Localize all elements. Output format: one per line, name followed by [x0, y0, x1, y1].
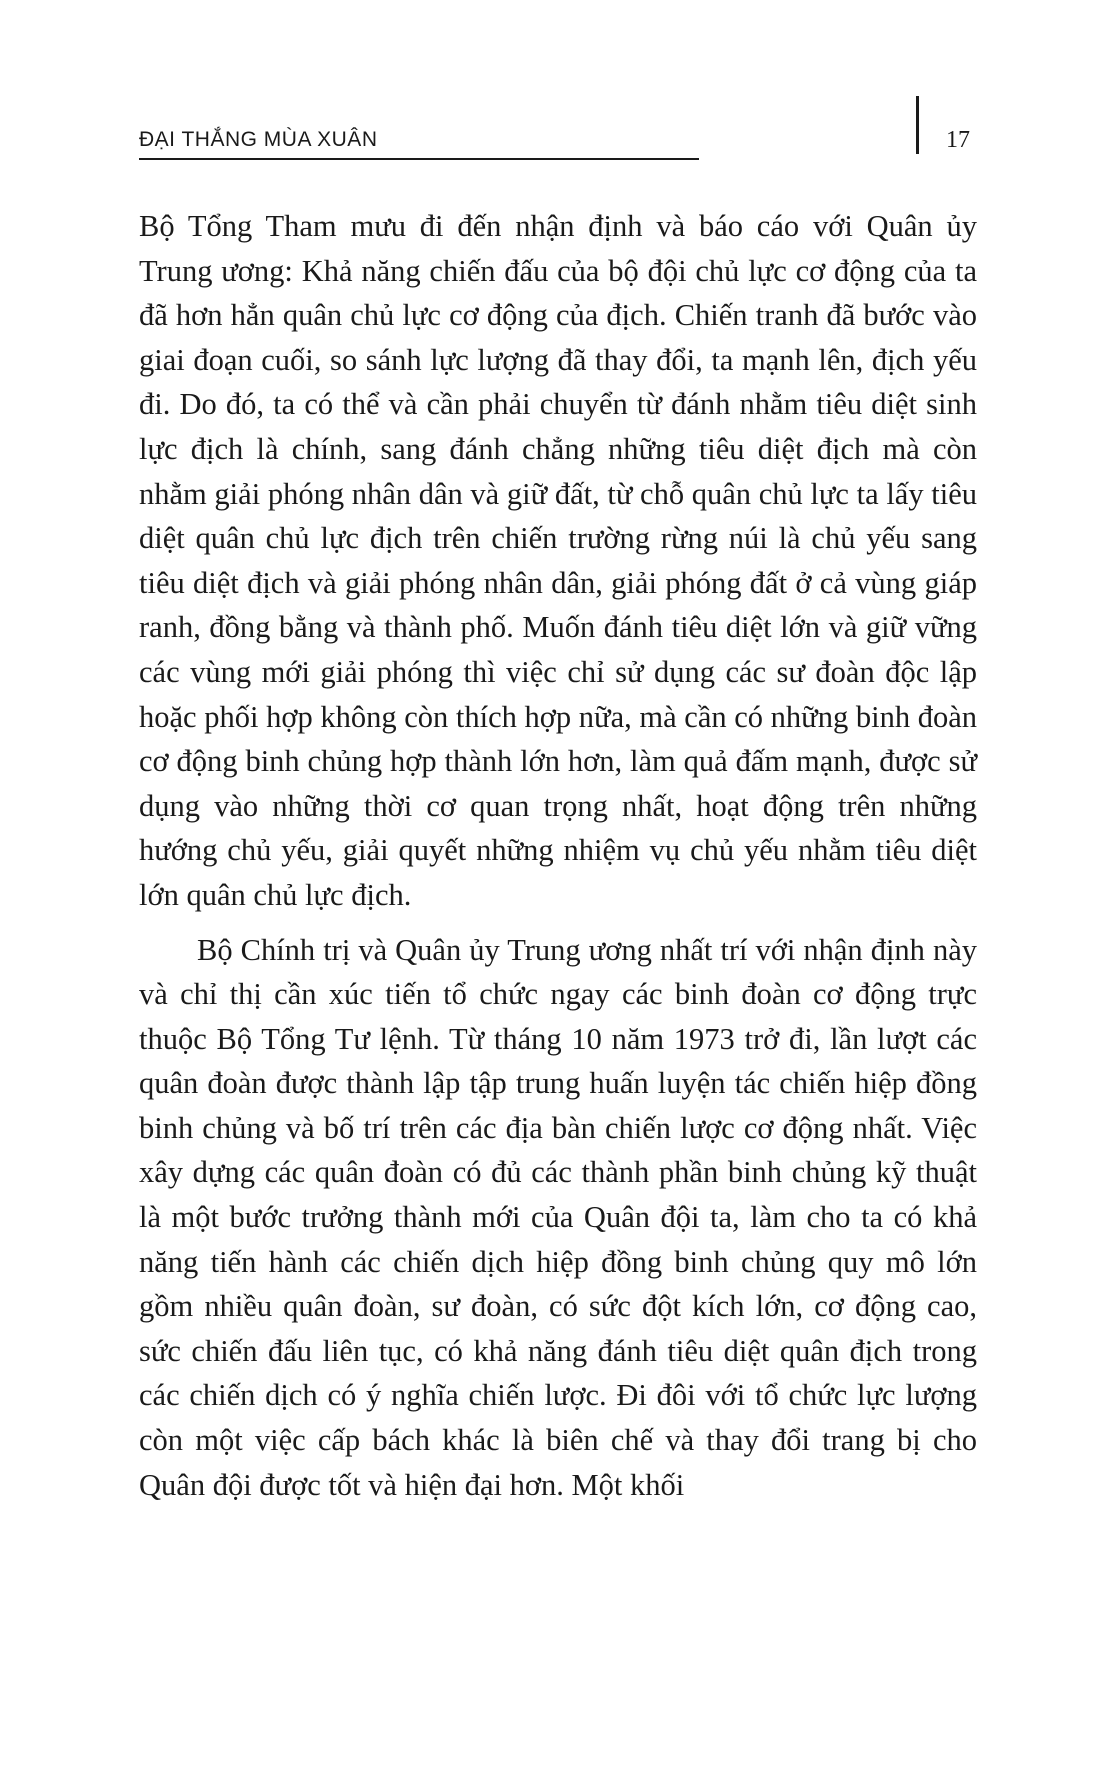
running-head: ĐẠI THẮNG MÙA XUÂN: [139, 128, 378, 151]
header-vertical-rule: [916, 96, 919, 154]
paragraph-1: Bộ Tổng Tham mưu đi đến nhận định và báo cáo với Quân ủy Trung ương: Khả năng chiến đấu của bộ đội chủ lực cơ động của ta đã hơn hẳn quân chủ lực cơ động của địch. Chiến tranh đã bước vào giai đoạn cuối, so sánh lực lượng đã thay đổi, ta mạnh lên, địch yếu đi. Do đó, ta có thể và cần phải chuyển từ đánh nhằm tiêu diệt sinh lực địch là chính, sang đánh chẳng những tiêu diệt địch mà còn nhằm giải phóng nhân dân và giữ đất, từ chỗ quân chủ lực ta lấy tiêu diệt quân chủ lực địch trên chiến trường rừng núi là chủ yếu sang tiêu diệt địch và giải phóng nhân dân, giải phóng đất ở cả vùng giáp ranh, đồng bằng và thành phố. Muốn đánh tiêu diệt lớn và giữ vững các vùng mới giải phóng thì việc chỉ sử dụng các sư đoàn độc lập hoặc phối hợp không còn thích hợp nữa, mà cần có những binh đoàn cơ động binh chủng hợp thành lớn hơn, làm quả đấm mạnh, được sử dụng vào những thời cơ quan trọng nhất, hoạt động trên những hướng chủ yếu, giải quyết những nhiệm vụ chủ yếu nhằm tiêu diệt lớn quân chủ lực địch.: [139, 209, 977, 912]
paragraph-2: Bộ Chính trị và Quân ủy Trung ương nhất trí với nhận định này và chỉ thị cần xúc tiến tổ chức ngay các binh đoàn cơ động trực thuộc Bộ Tổng Tư lệnh. Từ tháng 10 năm 1973 trở đi, lần lượt các quân đoàn được thành lập tập trung huấn luyện tác chiến hiệp đồng binh chủng và bố trí trên các địa bàn chiến lược cơ động nhất. Việc xây dựng các quân đoàn có đủ các thành phần binh chủng kỹ thuật là một bước trưởng thành mới của Quân đội ta, làm cho ta có khả năng tiến hành các chiến dịch hiệp đồng binh chủng quy mô lớn gồm nhiều quân đoàn, sư đoàn, có sức đột kích lớn, cơ động cao, sức chiến đấu liên tục, có khả năng đánh tiêu diệt quân địch trong các chiến dịch có ý nghĩa chiến lược. Đi đôi với tổ chức lực lượng còn một việc cấp bách khác là biên chế và thay đổi trang bị cho Quân đội được tốt và hiện đại hơn. Một khối: [139, 932, 977, 1502]
header-rule: [139, 158, 699, 160]
page-number: 17: [946, 127, 970, 153]
body-text: [139, 204, 977, 1507]
